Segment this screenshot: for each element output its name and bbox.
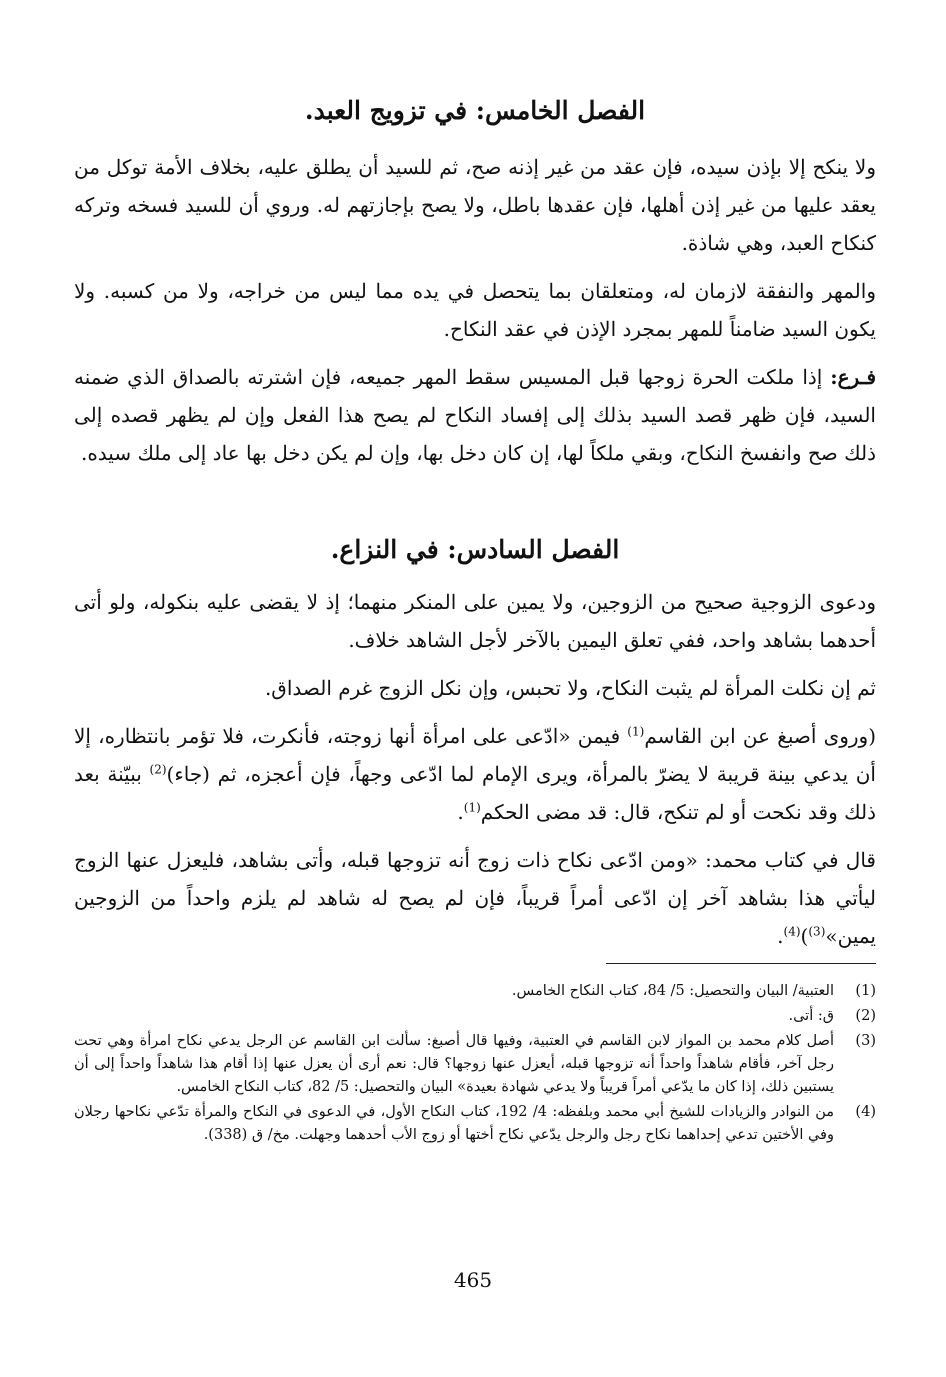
text-run: ببيّنة بعد ذلك وقد نكحت أو لم تنكح، قال: قد مضى الحكم bbox=[74, 762, 876, 824]
footnote-ref: (1) bbox=[463, 800, 481, 815]
footnote bbox=[74, 1005, 876, 1028]
paragraph: والمهر والنفقة لازمان له، ومتعلقان بما يتحصل في يده مما ليس من خراجه، ولا من كسبه. ولا يكون السيد ضامناً للمهر بمجرد الإذن في عقد النكاح. bbox=[74, 279, 876, 341]
branch-text: إذا ملكت الحرة زوجها قبل المسيس سقط المهر جميعه، فإن اشترته بالصداق الذي ضمنه السيد، فإن ظهر قصد السيد بذلك إلى إفساد النكاح لم يصح هذا الفعل وإن لم يظهر قصده إلى ذلك صح وانفسخ النكاح، وبقي ملكاً لها، إن كان دخل بها، وإن لم يكن دخل بها عاد إلى ملك سيده. bbox=[74, 365, 876, 465]
section-six-heading: الفصل السادس: في النزاع. bbox=[330, 535, 620, 564]
text-run: فيمن «ادّعى على امرأة أنها زوجته، فأنكرت، فلا تؤمر بانتظاره، إلا أن يدعي بينة قريبة لا يضرّ بالمرأة، ويرى الإمام لما ادّعى وجهاً، فإن أعجزه، ثم (جاء) bbox=[74, 724, 876, 786]
footnote-text: ق: أتى. bbox=[788, 1008, 834, 1024]
text-run: (وروى أصبغ عن ابن القاسم bbox=[644, 724, 877, 748]
footnote-text: من النوادر والزيادات للشيخ أبي محمد وبلفظه: 4/ 192، كتاب النكاح الأول، في الدعوى في النكاح والمرأة تدّعي نكاحها رجلان وفي الأختين تدعي إحداهما نكاح رجل والرجل يدّعي نكاح أختها أو زوج الأب أحدهما وجهلت. مخ/ ق (338). bbox=[74, 1104, 835, 1143]
paragraph: ودعوى الزوجية صحيح من الزوجين، ولا يمين على المنكر منهما؛ إذ لا يقضى عليه بنكوله، ولو أتى أحدهما بشاهد واحد، ففي تعلق اليمين بالآخر لأجل الشاهد خلاف. bbox=[74, 590, 876, 652]
branch-label: فـرع: bbox=[830, 365, 877, 389]
text-run: . bbox=[457, 800, 464, 824]
footnote bbox=[74, 1030, 876, 1099]
footnote-ref: (3) bbox=[808, 924, 826, 939]
paragraph bbox=[74, 841, 876, 955]
footnotes bbox=[74, 980, 876, 1149]
footnote-separator bbox=[606, 963, 876, 964]
text-run: ) bbox=[800, 924, 809, 948]
footnote-number: (1) bbox=[855, 983, 876, 999]
text-run: . bbox=[777, 924, 784, 948]
paragraph bbox=[74, 717, 876, 831]
text-run: قال في كتاب محمد: «ومن ادّعى نكاح ذات زوج أنه تزوجها قبله، وأتى بشاهد، فليعزل عنها الزوج ليأتي هذا بشاهد آخر إن ادّعى أمراً قريباً، فإن لم يصح له شاهد لم يلزم واحداً من الزوجين يمين» bbox=[74, 848, 876, 948]
paragraph: ولا ينكح إلا بإذن سيده، فإن عقد من غير إذنه صح، ثم للسيد أن يطلق عليه، بخلاف الأمة توكل من يعقد عليها من غير إذن أهلها، فإن عقدها باطل، ولا يصح بإجازتهم له. وروي أن للسيد فسخه وتركه كنكاح العبد، وهي شاذة. bbox=[74, 155, 876, 255]
footnote-text: العتبية/ البيان والتحصيل: 5/ 84، كتاب النكاح الخامس. bbox=[511, 983, 834, 999]
footnote-number: (4) bbox=[855, 1104, 876, 1120]
branch-paragraph bbox=[74, 358, 876, 472]
footnote-text: أصل كلام محمد بن المواز لابن القاسم في العتبية، وفيها قال أصبغ: سألت ابن القاسم عن الرجل يدعي نكاح امرأة وهي تحت رجل آخر، فأقام شاهداً واحداً أنه تزوجها قبله، أيعزل عنها زوجها؟ قال: نعم أرى أن يعزل عنها إذا أقام هذا شاهداً واحداً إلى أن يستبين ذلك، إذا كان ما يدّعي أمراً قريباً ولا يدعي شهادة بعيدة» البيان والتحصيل: 5/ 82، كتاب النكاح الخامس. bbox=[74, 1033, 834, 1095]
section-five bbox=[74, 94, 876, 128]
section-five-body bbox=[74, 148, 876, 472]
section-six-body bbox=[74, 583, 876, 955]
footnote-number: (3) bbox=[855, 1033, 876, 1049]
footnote-number: (2) bbox=[855, 1008, 876, 1024]
footnote bbox=[74, 980, 876, 1003]
paragraph: ثم إن نكلت المرأة لم يثبت النكاح، ولا تحبس، وإن نكل الزوج غرم الصداق. bbox=[264, 676, 876, 700]
footnote bbox=[74, 1101, 876, 1147]
section-six bbox=[74, 533, 876, 567]
footnote-ref: (4) bbox=[783, 924, 801, 939]
footnote-ref: (2) bbox=[149, 762, 167, 777]
page-number: 465 bbox=[453, 1268, 493, 1292]
section-five-heading: الفصل الخامس: في تزويج العبد. bbox=[304, 96, 646, 125]
footnote-ref: (1) bbox=[627, 724, 645, 739]
